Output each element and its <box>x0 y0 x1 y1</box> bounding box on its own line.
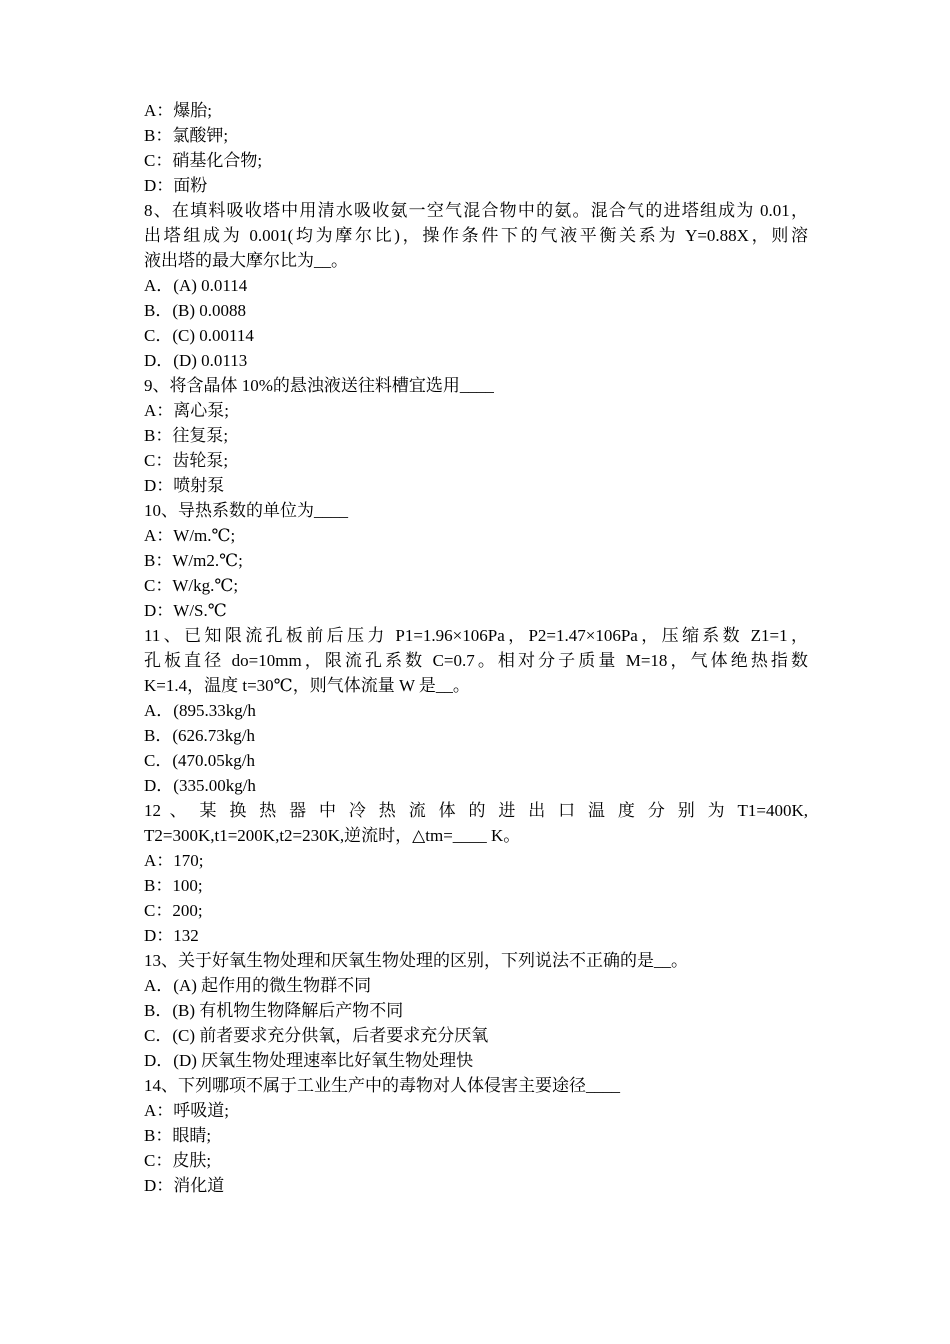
text-line: C：硝基化合物; <box>144 151 263 170</box>
text-line: A：170; <box>144 851 204 870</box>
text-line: B．(B) 0.0088 <box>144 301 246 320</box>
text-line: B：氯酸钾; <box>144 126 229 145</box>
text-line: D．(D) 厌氧生物处理速率比好氧生物处理快 <box>144 1051 474 1070</box>
text-line: B：眼睛; <box>144 1126 212 1145</box>
text-line: A．(A) 0.0114 <box>144 276 248 295</box>
question-10: 10、导热系数的单位为____ <box>144 501 348 520</box>
question-14: 14、下列哪项不属于工业生产中的毒物对人体侵害主要途径____ <box>144 1076 620 1095</box>
question-11-line-3: K=1.4，温度 t=30℃，则气体流量 W 是__。 <box>144 676 470 695</box>
text-line: C．(470.05kg/h <box>144 751 255 770</box>
text-line: C：齿轮泵; <box>144 451 229 470</box>
text-line: D：面粉 <box>144 176 208 195</box>
text-line: B：100; <box>144 876 203 895</box>
text-line: C：皮肤; <box>144 1151 212 1170</box>
text-line: D：消化道 <box>144 1176 225 1195</box>
text-line: B．(626.73kg/h <box>144 726 255 745</box>
text-line: A．(895.33kg/h <box>144 701 256 720</box>
question-12-line-2: T2=300K,t1=200K,t2=230K,逆流时，△tm=____ K。 <box>144 826 521 845</box>
text-line: C：200; <box>144 901 203 920</box>
text-line: B：W/m2.℃; <box>144 551 243 570</box>
text-line: D：W/S.℃ <box>144 601 227 620</box>
question-8-line-3: 液出塔的最大摩尔比为__。 <box>144 251 348 270</box>
text-line: C．(C) 0.00114 <box>144 326 254 345</box>
text-line: A．(A) 起作用的微生物群不同 <box>144 976 372 995</box>
text-line: B．(B) 有机物生物降解后产物不同 <box>144 1001 404 1020</box>
text-line: A：离心泵; <box>144 401 229 420</box>
text-line: C：W/kg.℃; <box>144 576 239 595</box>
text-line: D：132 <box>144 926 199 945</box>
text-line: D：喷射泵 <box>144 476 225 495</box>
text-line: A：W/m.℃; <box>144 526 236 545</box>
text-line: D．(335.00kg/h <box>144 776 256 795</box>
text-line: B：往复泵; <box>144 426 229 445</box>
document-body <box>144 98 808 1198</box>
question-13: 13、关于好氧生物处理和厌氧生物处理的区别，下列说法不正确的是__。 <box>144 951 688 970</box>
text-line: A：爆胎; <box>144 101 212 120</box>
question-8-line-2: 出塔组成为 0.001(均为摩尔比)，操作条件下的气液平衡关系为 Y=0.88X，则溶 <box>144 226 808 245</box>
text-line: C．(C) 前者要求充分供氧，后者要求充分厌氧 <box>144 1026 489 1045</box>
question-8-line-1: 8、在填料吸收塔中用清水吸收氨一空气混合物中的氨。混合气的进塔组成为 0.01， <box>144 201 808 220</box>
question-11-line-2: 孔板直径 do=10mm，限流孔系数 C=0.7。相对分子质量 M=18，气体绝热指数 <box>144 651 808 670</box>
text-line: D．(D) 0.0113 <box>144 351 248 370</box>
question-9: 9、将含晶体 10%的悬浊液送往料槽宜选用____ <box>144 376 494 395</box>
text-line: A：呼吸道; <box>144 1101 229 1120</box>
question-12-line-1: 12 、 某 换 热 器 中 冷 热 流 体 的 进 出 口 温 度 分 别 为 T1=400K, <box>144 801 808 820</box>
question-11-line-1: 11、已知限流孔板前后压力 P1=1.96×106Pa，P2=1.47×106Pa，压缩系数 Z1=1， <box>144 626 808 645</box>
